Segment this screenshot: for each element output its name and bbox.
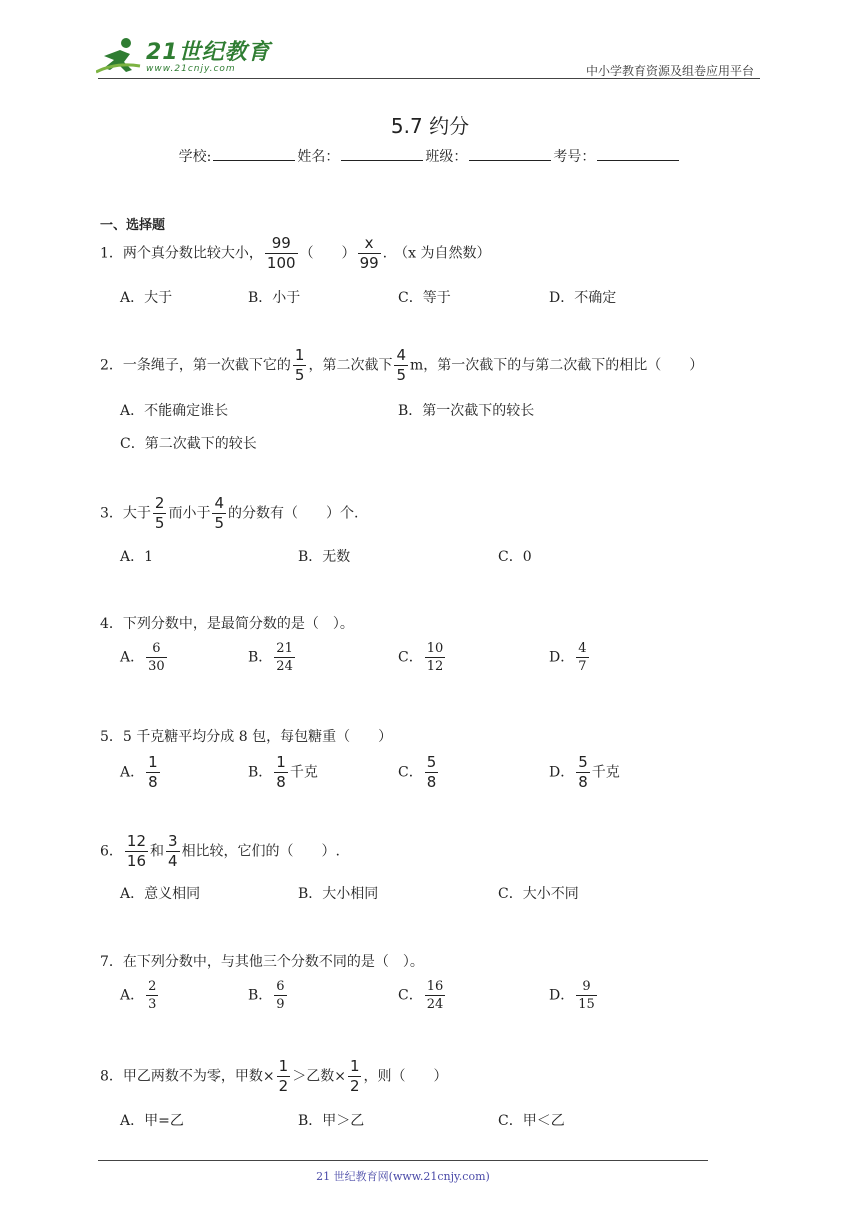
class-blank[interactable] [469,146,551,161]
option-b[interactable]: B． $\frac{1}{8}$ 千克 [248,753,318,791]
fraction: $\frac{10}{12}$ [426,641,444,674]
header-divider [98,78,760,79]
option-a[interactable]: A．意义相同 [120,886,201,902]
runner-logo-icon [96,36,142,74]
question-6 [100,834,340,869]
question-number: 5． [100,729,123,745]
question-8 [100,1059,447,1094]
option-c[interactable]: C． $\frac{10}{12}$ [398,641,444,674]
question-text: m，第一次截下的与第二次截下的相比（ ） [410,357,704,374]
option-b[interactable]: B． $\frac{21}{24}$ [248,641,293,674]
question-text: . （x 为自然数） [382,245,491,262]
question-text: 和 [150,843,165,860]
fraction: $\frac{9}{15}$ [578,979,595,1012]
option-a[interactable]: A． $\frac{6}{30}$ [120,641,165,674]
question-5 [100,726,392,746]
question-text: ，第二次截下 [308,357,393,374]
question-1 [100,236,490,271]
question-number: 2． [100,357,123,374]
question-number: 1． [100,245,123,262]
option-d[interactable]: D． $\frac{4}{7}$ [549,641,587,674]
option-d[interactable]: D． $\frac{9}{15}$ [549,979,595,1012]
question-text: 甲乙两数不为零，甲数× [122,1068,275,1085]
school-label: 学校: [178,149,212,165]
question-text: 一条绳子，第一次截下它的 [122,357,291,374]
option-b[interactable]: B．大小相同 [298,886,379,902]
question-2 [100,348,703,383]
page-title: 5.7 约分 [390,114,470,138]
option-d[interactable]: D． $\frac{5}{8}$ 千克 [549,753,620,791]
option-c[interactable]: C． $\frac{5}{8}$ [398,753,437,791]
answer-blank: （ ） [299,245,356,262]
option-c[interactable]: C． $\frac{16}{24}$ [398,979,444,1012]
fraction: $\frac{2}{5}$ [154,494,165,532]
student-info-line [0,146,860,166]
option-c[interactable]: C．大小不同 [498,886,579,902]
option-b[interactable]: B．甲＞乙 [298,1113,365,1129]
question-text: 两个真分数比较大小， [122,245,263,262]
option-d[interactable]: D．不确定 [549,290,617,306]
section-heading: 一、选择题 [100,218,166,233]
question-text: 而小于 [168,505,211,522]
logo-url: www.21cnjy.com [146,64,236,74]
question-text: 5 千克糖平均分成 8 包，每包糖重（ ） [122,729,393,745]
question-number: 4． [100,616,123,632]
option-a[interactable]: A．甲=乙 [120,1113,184,1129]
question-text: 下列分数中，是最简分数的是（ ）。 [122,616,354,632]
fraction: $\frac{5}{8}$ [578,753,588,791]
question-3 [100,496,358,531]
school-blank[interactable] [213,146,295,161]
fraction: $\frac{1}{2}$ [349,1057,360,1095]
option-c[interactable]: C．0 [498,549,532,565]
fraction: $\frac{4}{5}$ [214,494,225,532]
fraction: $\frac{12}{16}$ [126,832,147,870]
question-text: 相比较，它们的（ ）. [181,843,341,860]
option-a[interactable]: A．1 [120,549,154,565]
exam-no-blank[interactable] [597,146,679,161]
fraction: $\frac{1}{5}$ [294,346,305,384]
option-b[interactable]: B．小于 [248,290,301,306]
question-number: 3． [100,505,123,522]
option-a[interactable]: A． $\frac{1}{8}$ [120,753,158,791]
name-label: 姓名： [297,149,340,165]
fraction: $\frac{1}{8}$ [276,753,286,791]
question-text: 在下列分数中，与其他三个分数不同的是（ ）。 [122,954,424,970]
option-a[interactable]: A． $\frac{2}{3}$ [120,979,157,1012]
footer-divider [98,1160,708,1161]
option-a[interactable]: A．大于 [120,290,173,306]
exam-no-label: 考号： [553,149,596,165]
question-number: 6． [100,843,123,860]
fraction: $\frac{6}{9}$ [276,979,285,1012]
fraction: $\frac{1}{8}$ [148,753,158,791]
question-number: 8． [100,1068,123,1085]
fraction: $\frac{2}{3}$ [148,979,157,1012]
logo-text: 21世纪教育 [146,40,271,65]
option-c[interactable]: C．等于 [398,290,451,306]
fraction: $\frac{4}{5}$ [396,346,407,384]
fraction: $\frac{6}{30}$ [148,641,165,674]
fraction: $\frac{5}{8}$ [426,753,437,791]
option-b[interactable]: B．无数 [298,549,351,565]
question-text: 的分数有（ ）个. [228,505,359,522]
question-text: ＞乙数× [292,1068,346,1085]
option-a[interactable]: A．不能确定谁长 [120,403,229,419]
question-text: ，则（ ） [363,1068,448,1085]
fraction: $\frac{4}{7}$ [578,641,587,674]
fraction: $\frac{3}{4}$ [168,832,178,870]
footer-link[interactable]: 21 世纪教育网(www.21cnjy.com) [316,1170,490,1183]
name-blank[interactable] [341,146,423,161]
question-number: 7． [100,954,123,970]
platform-name: 中小学教育资源及组卷应用平台 [585,64,754,78]
option-c[interactable]: C．甲＜乙 [498,1113,565,1129]
option-b[interactable]: B． $\frac{6}{9}$ [248,979,285,1012]
class-label: 班级： [425,149,468,165]
site-logo [96,36,271,74]
fraction: $\frac{1}{2}$ [278,1057,289,1095]
option-c[interactable]: C．第二次截下的较长 [120,436,257,452]
fraction: $\frac{x}{99}$ [359,234,379,272]
option-b[interactable]: B．第一次截下的较长 [398,403,535,419]
question-7 [100,951,424,971]
fraction: $\frac{99}{100}$ [266,234,296,272]
question-text: 大于 [122,505,151,522]
fraction: $\frac{16}{24}$ [426,979,444,1012]
fraction: $\frac{21}{24}$ [276,641,293,674]
question-4 [100,613,354,633]
